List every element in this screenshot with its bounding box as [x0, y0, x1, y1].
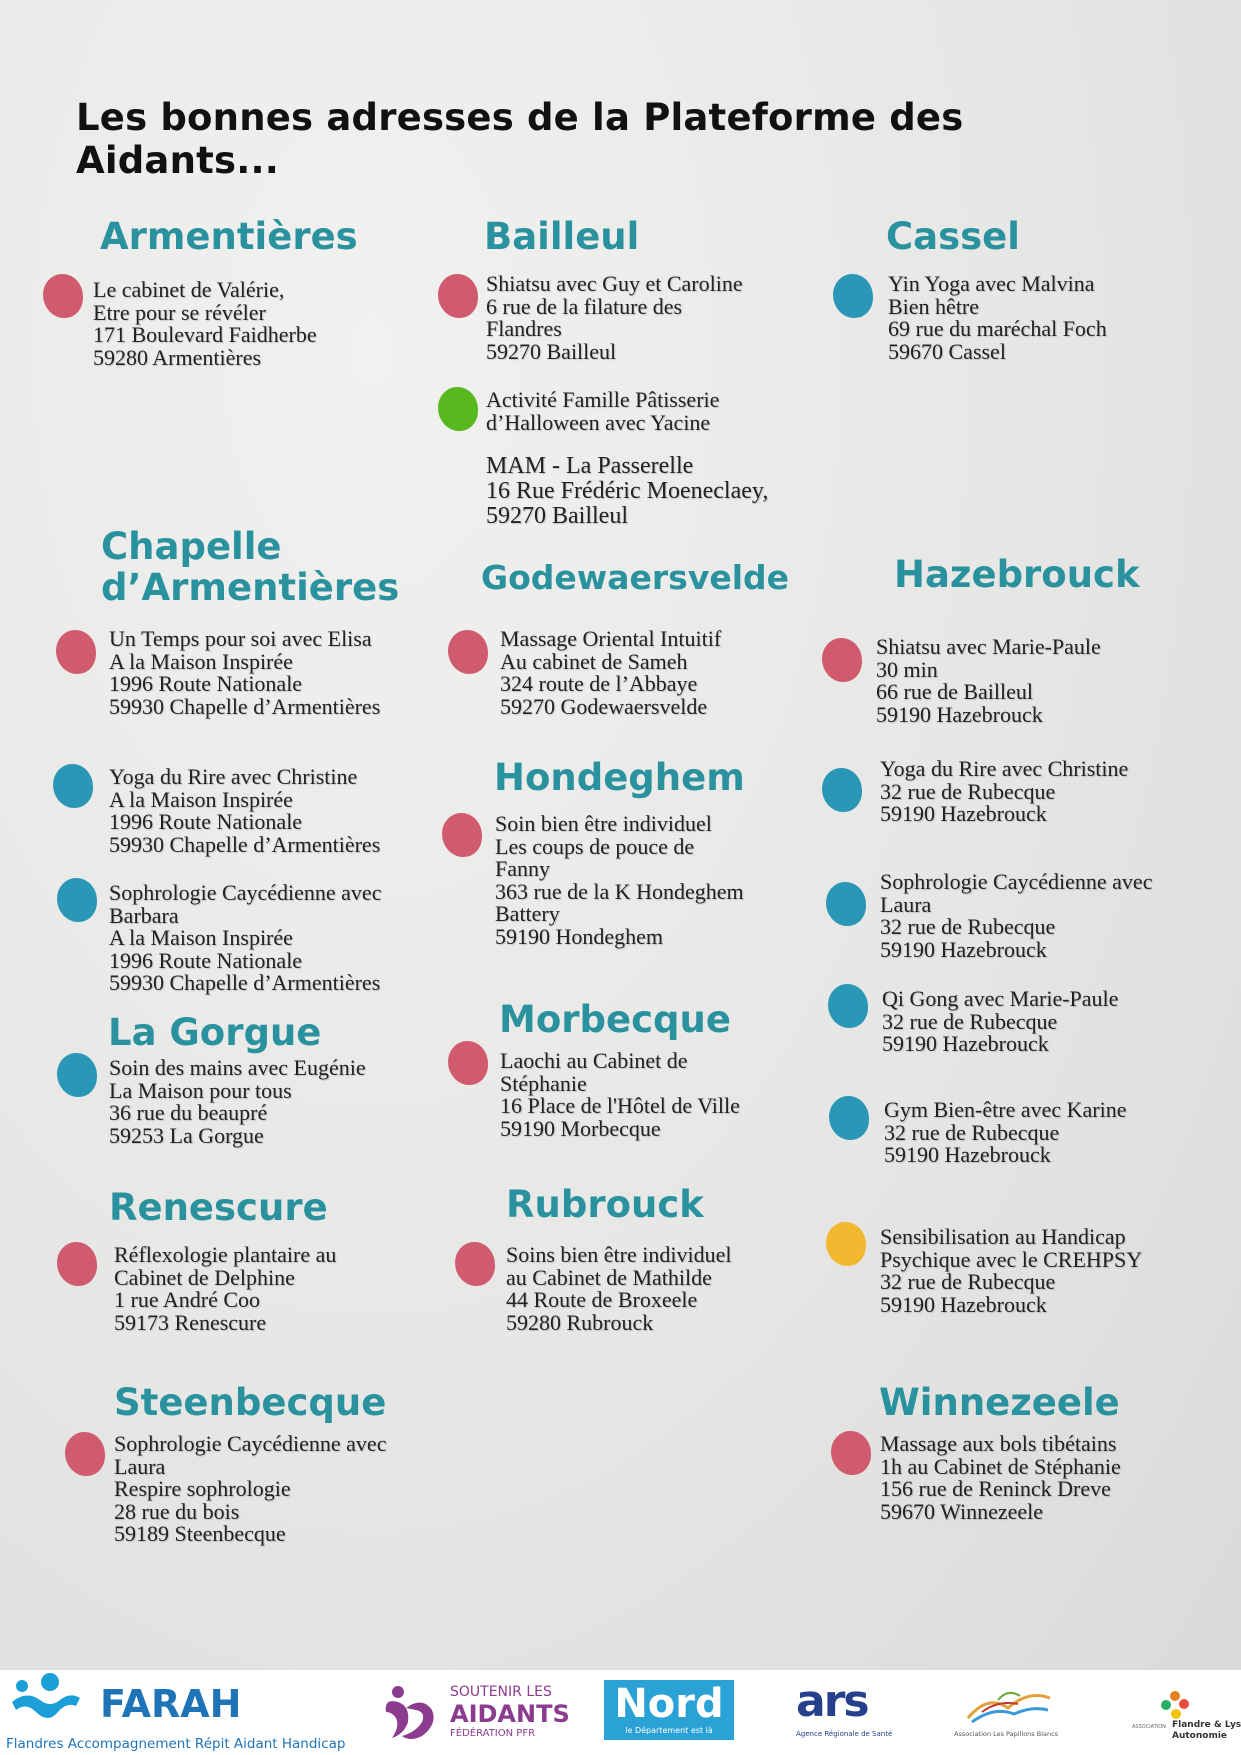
entry-line: Psychique avec le CREHPSY [880, 1246, 1143, 1272]
address-entry [486, 454, 768, 529]
address-entry [486, 273, 743, 363]
address-entry [109, 766, 380, 856]
address-entry [495, 813, 744, 948]
bullet-dot [57, 1242, 97, 1286]
entry-line: Soin des mains avec Eugénie [109, 1055, 366, 1080]
entry-line: 363 rue de la K Hondeghem [495, 878, 744, 904]
bullet-dot [448, 630, 488, 674]
entry-line: 59270 Bailleul [486, 503, 628, 529]
entry-line: 59190 Hazebrouck [884, 1142, 1051, 1167]
entry-line: Yoga du Rire avec Christine [880, 756, 1129, 781]
entry-line: 171 Boulevard Faidherbe [93, 322, 317, 347]
entry-line: 36 rue du beaupré [109, 1100, 268, 1125]
papillons-tagline: Association Les Papillons Blancs [954, 1730, 1059, 1738]
soutenir-line-2: AIDANTS [450, 1700, 570, 1728]
entry-line: Laura [114, 1453, 166, 1479]
entry-line: A la Maison Inspirée [109, 648, 293, 674]
entry-line: 1996 Route Nationale [109, 809, 303, 834]
address-entry [109, 1057, 366, 1147]
entry-line: 59930 Chapelle d’Armentières [109, 831, 381, 857]
entry-line: 32 rue de Rubecque [880, 914, 1056, 939]
flandre-lys-line-2: Autonomie [1172, 1731, 1228, 1741]
city-heading-la-gorgue: La Gorgue [108, 1011, 322, 1054]
bullet-dot [829, 1096, 869, 1140]
entry-line: Un Temps pour soi avec Elisa [109, 626, 372, 651]
soutenir-line-1: SOUTENIR LES [450, 1684, 552, 1700]
city-heading-bailleul: Bailleul [484, 215, 640, 258]
city-heading-armentieres: Armentières [100, 215, 358, 258]
entry-line: 1996 Route Nationale [109, 947, 303, 973]
entry-line: 6 rue de la filature des [486, 293, 683, 319]
entry-line: 59190 Hondeghem [495, 923, 664, 949]
city-heading-chapelle [101, 526, 399, 608]
papillons-blancs-logo [954, 1684, 1064, 1744]
city-heading-cassel: Cassel [886, 215, 1020, 258]
ars-name: ars [796, 1676, 868, 1727]
entry-line: 66 rue de Bailleul [876, 679, 1034, 704]
bullet-dot [438, 387, 478, 431]
entry-line: 28 rue du bois [114, 1498, 240, 1524]
address-entry [109, 628, 380, 718]
flandre-lys-prefix: ASSOCIATION [1132, 1724, 1166, 1730]
entry-line: 156 rue de Reninck Dreve [880, 1476, 1111, 1501]
farah-logo [6, 1672, 376, 1754]
entry-line: Sophrologie Caycédienne avec [109, 880, 382, 905]
flandre-lys-autonomie-logo [1132, 1690, 1240, 1746]
entry-line: Battery [495, 901, 560, 926]
entry-line: Stéphanie [500, 1070, 587, 1096]
entry-line: 1 rue André Coo [114, 1287, 261, 1312]
farah-tagline: Flandres Accompagnement Répit Aidant Handicap [6, 1736, 346, 1752]
entry-line: 59190 Hazebrouck [880, 936, 1047, 962]
entry-line: 59270 Godewaersvelde [500, 693, 708, 719]
entry-line: Sensibilisation au Handicap [880, 1224, 1126, 1249]
entry-line: Au cabinet de Sameh [500, 648, 688, 674]
entry-line: Les coups de pouce de [495, 833, 695, 859]
bullet-dot [438, 274, 478, 318]
entry-line: Soins bien être individuel [506, 1242, 732, 1267]
entry-line: 32 rue de Rubecque [880, 778, 1056, 804]
entry-line: Etre pour se révéler [93, 299, 266, 325]
address-entry [880, 1433, 1121, 1523]
bullet-dot [822, 768, 862, 812]
flower-icon [1160, 1690, 1190, 1720]
entry-line: Massage aux bols tibétains [880, 1431, 1117, 1456]
bullet-dot [56, 630, 96, 674]
entry-line: Flandres [486, 316, 562, 341]
entry-line: Gym Bien-être avec Karine [884, 1097, 1127, 1122]
entry-line: 16 Rue Frédéric Moeneclaey, [486, 478, 769, 504]
city-heading-chapelle-line-2: d’Armentières [101, 566, 400, 609]
address-entry [506, 1244, 731, 1334]
entry-line: MAM - La Passerelle [486, 453, 694, 479]
entry-line: 59190 Hazebrouck [880, 801, 1047, 826]
city-heading-rubrouck: Rubrouck [506, 1183, 704, 1226]
entry-line: 59190 Hazebrouck [880, 1291, 1047, 1317]
entry-line: Le cabinet de Valérie, [93, 277, 285, 302]
entry-line: 16 Place de l'Hôtel de Ville [500, 1093, 740, 1118]
entry-line: 59270 Bailleul [486, 338, 617, 364]
entry-line: Sophrologie Caycédienne avec [114, 1431, 387, 1456]
entry-line: 324 route de l’Abbaye [500, 671, 698, 696]
entry-line: A la Maison Inspirée [109, 786, 293, 812]
ars-tagline: Agence Régionale de Santé [796, 1730, 893, 1738]
bullet-dot [826, 1222, 866, 1266]
bullet-dot [455, 1242, 495, 1286]
entry-line: Yoga du Rire avec Christine [109, 764, 358, 789]
entry-line: Yin Yoga avec Malvina [888, 271, 1095, 296]
entry-line: Barbara [109, 902, 179, 928]
entry-line: 69 rue du maréchal Foch [888, 316, 1107, 341]
bullet-dot [57, 1053, 97, 1097]
entry-line: 1996 Route Nationale [109, 671, 303, 696]
bullet-dot [826, 882, 866, 926]
address-entry [114, 1244, 336, 1334]
entry-line: 59190 Morbecque [500, 1115, 661, 1141]
page-title: Les bonnes adresses de la Plateforme des Aidants... [76, 96, 964, 182]
address-entry [880, 1226, 1142, 1316]
entry-line: Cabinet de Delphine [114, 1264, 295, 1290]
city-heading-godewaersvelde: Godewaersvelde [481, 558, 790, 597]
city-heading-morbecque: Morbecque [499, 998, 731, 1041]
nord-tagline: le Département est là [625, 1726, 713, 1735]
butterfly-icon [958, 1684, 1058, 1728]
partner-logos-footer [0, 1670, 1241, 1755]
entry-line: 59930 Chapelle d’Armentières [109, 693, 381, 719]
address-entry [93, 279, 317, 369]
nord-name: Nord [614, 1681, 724, 1727]
ars-logo [796, 1676, 896, 1746]
entry-line: 32 rue de Rubecque [884, 1119, 1060, 1145]
entry-line: 59930 Chapelle d’Armentières [109, 970, 381, 995]
address-entry [500, 1050, 740, 1140]
soutenir-line-3: FÉDÉRATION PFR [450, 1728, 536, 1739]
entry-line: 1h au Cabinet de Stéphanie [880, 1453, 1121, 1479]
entry-line: 59190 Hazebrouck [876, 701, 1043, 727]
address-entry [884, 1099, 1127, 1167]
flandre-lys-line-1: Flandre & Lys [1172, 1720, 1241, 1730]
address-entry [888, 273, 1107, 363]
entry-line: Sophrologie Caycédienne avec [880, 869, 1153, 894]
city-heading-hazebrouck: Hazebrouck [894, 553, 1140, 596]
entry-line: Laura [880, 891, 932, 917]
entry-line: Massage Oriental Intuitif [500, 626, 722, 651]
city-heading-renescure: Renescure [109, 1186, 328, 1229]
entry-line: 59189 Steenbecque [114, 1521, 286, 1546]
bullet-dot [43, 274, 83, 318]
entry-line: Respire sophrologie [114, 1476, 291, 1501]
entry-line: La Maison pour tous [109, 1077, 292, 1103]
entry-line: Laochi au Cabinet de [500, 1048, 688, 1073]
city-heading-chapelle-line-1: Chapelle [101, 525, 282, 568]
bullet-dot [442, 813, 482, 857]
hearts-icon [378, 1682, 440, 1744]
city-heading-winnezeele: Winnezeele [879, 1381, 1120, 1424]
bullet-dot [57, 878, 97, 922]
entry-line: 59670 Winnezeele [880, 1498, 1044, 1524]
entry-line: au Cabinet de Mathilde [506, 1264, 712, 1290]
address-entry [880, 758, 1128, 826]
entry-line: 32 rue de Rubecque [880, 1269, 1056, 1294]
entry-line: Soin bien être individuel [495, 811, 712, 836]
address-entry [882, 988, 1118, 1056]
entry-line: Fanny [495, 856, 550, 881]
entry-line: 59280 Armentières [93, 344, 262, 370]
bullet-dot [448, 1041, 488, 1085]
entry-line: Réflexologie plantaire au [114, 1242, 337, 1267]
bullet-dot [833, 274, 873, 318]
entry-line: 59670 Cassel [888, 338, 1006, 364]
farah-name: FARAH [100, 1682, 242, 1726]
address-entry [500, 628, 721, 718]
entry-line: 44 Route de Broxeele [506, 1287, 698, 1312]
bullet-dot [831, 1431, 871, 1475]
bullet-dot [828, 984, 868, 1028]
address-entry [109, 882, 381, 995]
entry-line: 59173 Renescure [114, 1309, 267, 1335]
entry-line: Bien hêtre [888, 293, 980, 319]
entry-line: A la Maison Inspirée [109, 925, 293, 950]
entry-line: d’Halloween avec Yacine [486, 409, 711, 435]
entry-line: Qi Gong avec Marie-Paule [882, 986, 1119, 1011]
bullet-dot [822, 638, 862, 682]
entry-line: 59253 La Gorgue [109, 1122, 264, 1148]
city-heading-hondeghem: Hondeghem [494, 756, 745, 799]
entry-line: 59280 Rubrouck [506, 1309, 654, 1335]
bullet-dot [53, 764, 93, 808]
entry-line: Shiatsu avec Guy et Caroline [486, 271, 743, 296]
city-heading-steenbecque: Steenbecque [114, 1381, 387, 1424]
entry-line: 30 min [876, 656, 938, 682]
entry-line: Shiatsu avec Marie-Paule [876, 634, 1101, 659]
address-entry [880, 871, 1152, 961]
entry-line: Activité Famille Pâtisserie [486, 387, 720, 412]
address-entry [876, 636, 1101, 726]
entry-line: 59190 Hazebrouck [882, 1031, 1049, 1056]
farah-figure-icon [6, 1672, 84, 1730]
entry-line: 32 rue de Rubecque [882, 1008, 1058, 1034]
soutenir-les-aidants-logo [378, 1682, 578, 1746]
bullet-dot [65, 1432, 105, 1476]
address-entry [486, 389, 719, 434]
address-entry [114, 1433, 386, 1546]
nord-logo [604, 1680, 734, 1740]
